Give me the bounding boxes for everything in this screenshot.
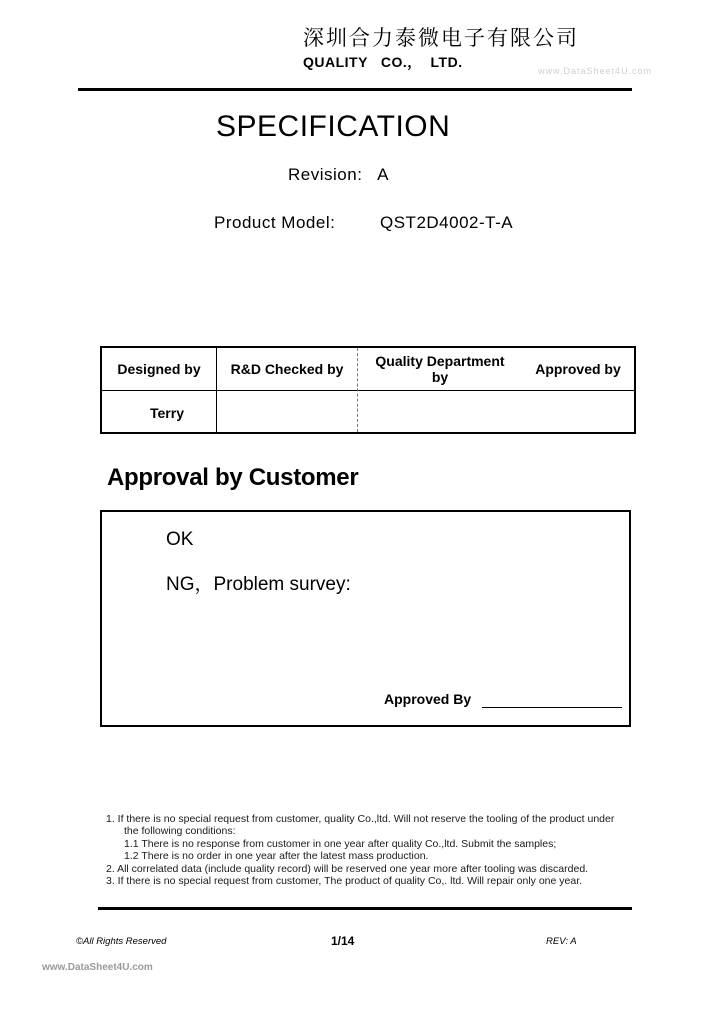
signature-table (100, 346, 636, 434)
company-name-english: QUALITY CO.， LTD. (303, 54, 463, 70)
footer-rights: ©All Rights Reserved (76, 936, 167, 947)
header-watermark: www.DataSheet4U.com (538, 66, 653, 76)
note-line: the following conditions: (124, 825, 236, 838)
document-title: SPECIFICATION (216, 110, 451, 143)
company-name-chinese: 深圳合力泰微电子有限公司 (303, 26, 579, 50)
ok-option: OK (166, 529, 194, 550)
table-column-divider-dashed (357, 348, 358, 432)
revision-line: Revision: A (288, 165, 389, 184)
footer-page-number: 1/14 (331, 934, 355, 948)
note-line: 3. If there is no special request from customer, The product of quality Co,. ltd. Will repair only one year. (106, 875, 583, 888)
value-rd-checked-by (217, 391, 357, 434)
approved-by-signature-line (482, 707, 622, 708)
note-line: 1. If there is no special request from customer, quality Co.,ltd. Will not reserve the tooling of the product under (106, 813, 615, 825)
notes (106, 813, 666, 887)
header-designed-by: Designed by (117, 361, 201, 377)
header-quality-department-by: Quality Department by (375, 353, 505, 385)
footer-divider (98, 907, 632, 910)
value-quality-department-by (370, 391, 510, 434)
footer-watermark: www.DataSheet4U.com (42, 962, 153, 973)
product-model-label: Product Model: (214, 213, 336, 232)
approval-heading: Approval by Customer (107, 464, 359, 491)
note-line: 1.1 There is no response from customer in one year after quality Co.,ltd. Submit the samples; (124, 837, 557, 850)
note-line: 2. All correlated data (include quality record) will be reserved one year more after tooling was discarded. (106, 862, 589, 875)
header-divider (78, 88, 632, 91)
approved-by-label: Approved By (384, 691, 472, 707)
footer-revision: REV: A (546, 936, 577, 947)
product-model-value: QST2D4002-T-A (380, 213, 514, 232)
header-rd-checked-by: R&D Checked by (230, 361, 344, 377)
value-approved-by (518, 391, 638, 434)
header-approved-by: Approved by (535, 361, 621, 377)
value-designed-by: Terry (150, 404, 184, 421)
ng-option: NG，Problem survey: (166, 574, 351, 595)
note-line: 1.2 There is no order in one year after the latest mass production. (124, 850, 429, 863)
